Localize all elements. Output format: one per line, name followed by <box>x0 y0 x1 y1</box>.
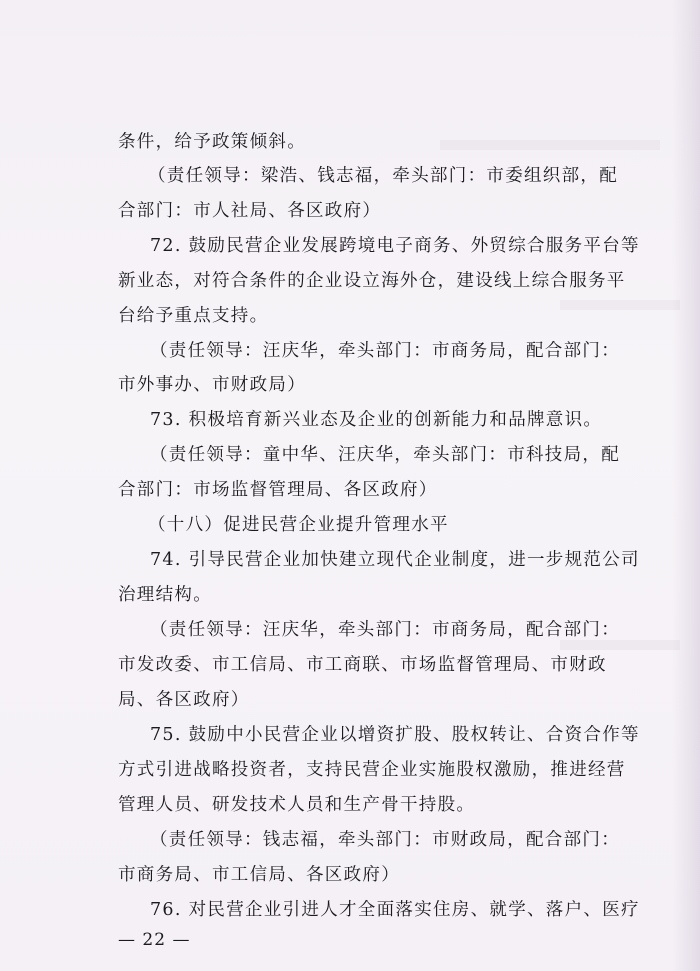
body-line-8: 市外事办、市财政局） <box>118 375 306 395</box>
body-line-17: 局、各区政府） <box>118 690 250 710</box>
scan-edge-shadow <box>672 0 700 971</box>
body-line-11: 合部门：市场监督管理局、各区政府） <box>118 480 438 500</box>
body-line-5: 新业态，对符合条件的企业设立海外仓，建设线上综合服务平 <box>118 271 626 291</box>
body-line-10: （责任领导：童中华、汪庆华，牵头部门：市科技局，配 <box>150 445 620 465</box>
page-number: — 22 — <box>118 930 191 950</box>
body-line-22: 市商务局、市工信局、各区政府） <box>118 865 400 885</box>
body-line-18: 75. 鼓励中小民营企业以增资扩股、股权转让、合资合作等 <box>150 725 640 745</box>
body-line-16: 市发改委、市工信局、市工商联、市场监督管理局、市财政 <box>118 655 607 675</box>
body-line-19: 方式引进战略投资者，支持民营企业实施股权激励，推进经营 <box>118 760 626 780</box>
bleed-through-texture <box>440 140 660 150</box>
body-line-7: （责任领导：汪庆华，牵头部门：市商务局，配合部门： <box>150 341 620 361</box>
body-line-23: 76. 对民营企业引进人才全面落实住房、就学、落户、医疗 <box>150 900 640 920</box>
body-line-6: 台给予重点支持。 <box>118 306 269 326</box>
body-line-4: 72. 鼓励民营企业发展跨境电子商务、外贸综合服务平台等 <box>150 236 640 256</box>
body-line-13: 74. 引导民营企业加快建立现代企业制度，进一步规范公司 <box>150 550 640 570</box>
body-line-20: 管理人员、研发技术人员和生产骨干持股。 <box>118 795 476 815</box>
bleed-through-texture <box>560 640 680 650</box>
body-line-9: 73. 积极培育新兴业态及企业的创新能力和品牌意识。 <box>150 410 603 430</box>
section-heading: （十八）促进民营企业提升管理水平 <box>148 515 449 535</box>
body-line-1: 条件，给予政策倾斜。 <box>118 132 306 152</box>
body-line-3: 合部门：市人社局、各区政府） <box>118 201 382 221</box>
body-line-2: （责任领导：梁浩、钱志福，牵头部门：市委组织部，配 <box>148 166 618 186</box>
bleed-through-texture <box>560 300 680 310</box>
body-line-15: （责任领导：汪庆华，牵头部门：市商务局，配合部门： <box>150 620 620 640</box>
body-line-21: （责任领导：钱志福，牵头部门：市财政局，配合部门： <box>150 830 620 850</box>
body-line-14: 治理结构。 <box>118 585 212 605</box>
